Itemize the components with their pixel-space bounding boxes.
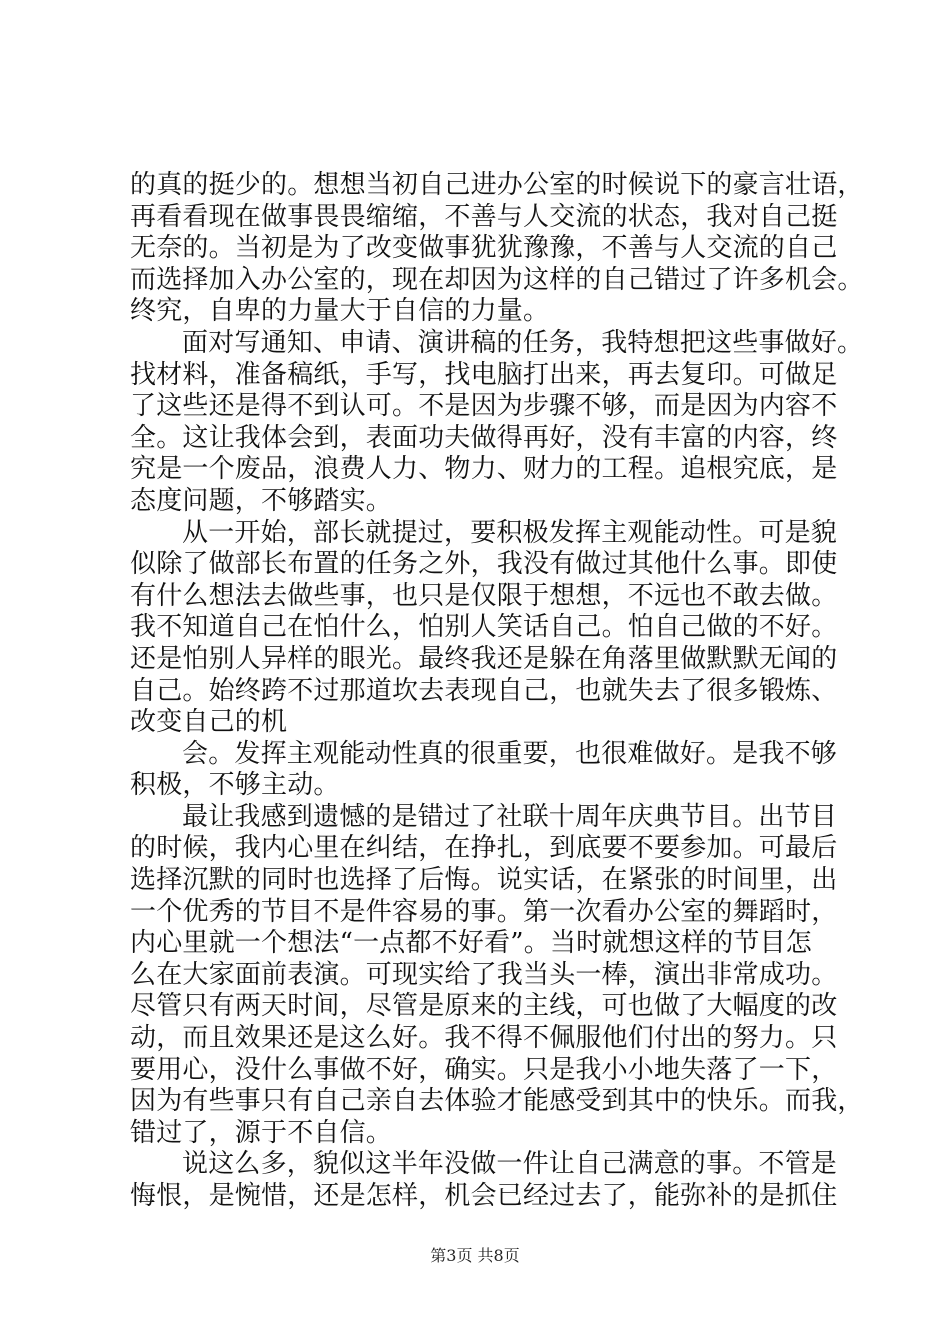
- text-line: 找材料，准备稿纸，手写，找电脑打出来，再去复印。可做足: [130, 359, 838, 390]
- text-line: 改变自己的机: [130, 707, 288, 738]
- text-line: 一个优秀的节目不是件容易的事。第一次看办公室的舞蹈时，: [130, 896, 838, 927]
- text-line: 究是一个废品，浪费人力、物力、财力的工程。追根究底，是: [130, 454, 838, 485]
- text-line: 最让我感到遗憾的是错过了社联十周年庆典节目。出节目: [182, 801, 838, 832]
- text-line: 全。这让我体会到，表面功夫做得再好，没有丰富的内容，终: [130, 422, 838, 453]
- text-line: 态度问题，不够踏实。: [130, 485, 393, 516]
- text-line: 选择沉默的同时也选择了后悔。说实话，在紧张的时间里，出: [130, 865, 838, 896]
- text-line: 动，而且效果还是这么好。我不得不佩服他们付出的努力。只: [130, 1023, 838, 1054]
- text-line: 我不知道自己在怕什么，怕别人笑话自己。怕自己做的不好。: [130, 612, 838, 643]
- text-line: 的真的挺少的。想想当初自己进办公室的时候说下的豪言壮语，: [130, 170, 864, 200]
- text-line: 无奈的。当初是为了改变做事犹犹豫豫，不善与人交流的自己: [130, 233, 838, 264]
- text-line: 再看看现在做事畏畏缩缩，不善与人交流的状态，我对自己挺: [130, 201, 838, 232]
- text-line: 而选择加入办公室的，现在却因为这样的自己错过了许多机会。: [130, 264, 864, 295]
- page-footer: 第3页 共8页: [430, 1246, 520, 1265]
- text-line: 面对写通知、申请、演讲稿的任务，我特想把这些事做好。: [182, 327, 864, 358]
- text-line: 了这些还是得不到认可。不是因为步骤不够，而是因为内容不: [130, 391, 838, 422]
- text-line: 终究，自卑的力量大于自信的力量。: [130, 296, 550, 327]
- text-line: 会。发挥主观能动性真的很重要，也很难做好。是我不够: [182, 738, 838, 769]
- text-line: 悔恨，是惋惜，还是怎样，机会已经过去了，能弥补的是抓住: [130, 1181, 838, 1211]
- text-line: 么在大家面前表演。可现实给了我当头一棒，演出非常成功。: [130, 959, 838, 990]
- text-line: 错过了，源于不自信。: [130, 1117, 393, 1148]
- text-line: 要用心，没什么事做不好，确实。只是我小小地失落了一下，: [130, 1054, 838, 1085]
- text-line: 说这么多，貌似这半年没做一件让自己满意的事。不管是: [182, 1149, 838, 1180]
- body-text: [130, 170, 864, 1213]
- text-line: 自己。始终跨不过那道坎去表现自己，也就失去了很多锻炼、: [130, 675, 838, 706]
- text-line: 还是怕别人异样的眼光。最终我还是躲在角落里做默默无闻的: [130, 643, 838, 674]
- text-line: 因为有些事只有自己亲自去体验才能感受到其中的快乐。而我，: [130, 1086, 864, 1117]
- text-line: 的时候，我内心里在纠结，在挣扎，到底要不要参加。可最后: [130, 833, 838, 864]
- text-line: 从一开始，部长就提过，要积极发挥主观能动性。可是貌: [182, 517, 838, 548]
- text-line: 有什么想法去做些事，也只是仅限于想想，不远也不敢去做。: [130, 580, 838, 611]
- text-line: 内心里就一个想法“一点都不好看”。当时就想这样的节目怎: [130, 928, 812, 959]
- text-line: 积极，不够主动。: [130, 770, 340, 801]
- text-line: 尽管只有两天时间，尽管是原来的主线，可也做了大幅度的改: [130, 991, 838, 1022]
- text-line: 似除了做部长布置的任务之外，我没有做过其他什么事。即使: [130, 549, 838, 580]
